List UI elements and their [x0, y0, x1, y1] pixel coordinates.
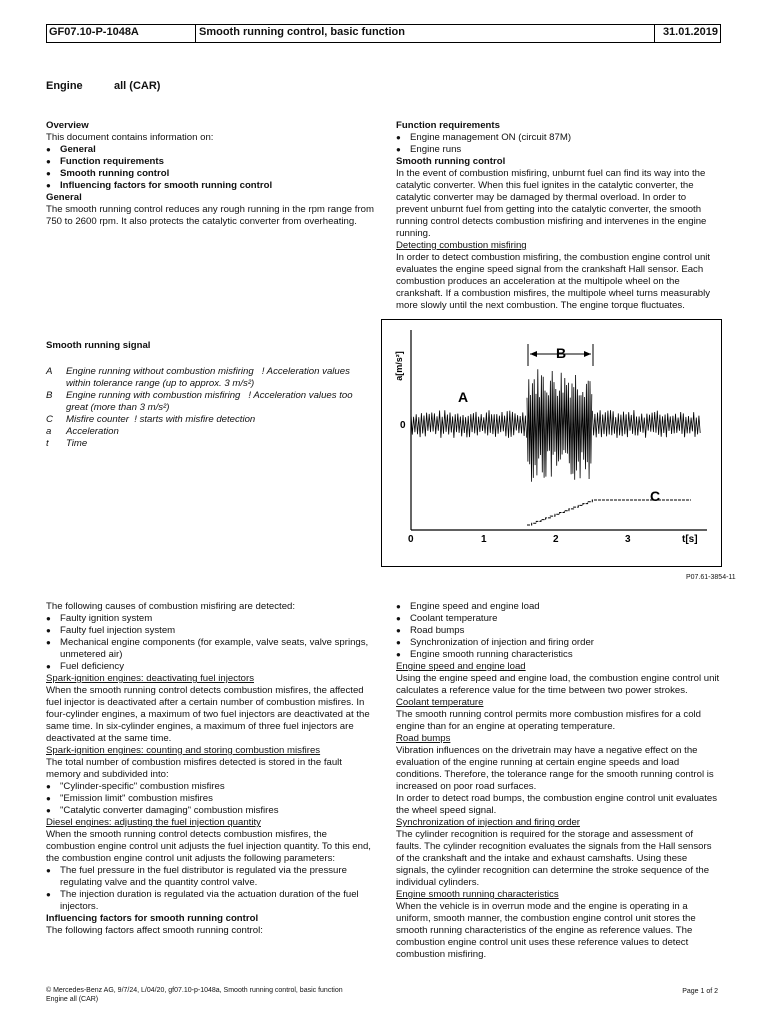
x-tick-label: 1	[481, 534, 487, 545]
signal-series-a-tail	[592, 410, 700, 438]
diesel-list	[46, 865, 376, 913]
legend-row	[46, 366, 376, 390]
legend-text: Engine running without combustion misfiring ! Acceleration values within tolerance range (up to approx. 3 m/s²)	[66, 366, 350, 389]
legend-text: Misfire counter ! starts with misfire detection	[66, 414, 256, 425]
document-header	[46, 24, 721, 43]
legend-key: A	[46, 366, 53, 377]
page-footer	[46, 986, 343, 1004]
signal-chart	[382, 320, 721, 566]
coolant-text: The smooth running control permits more combustion misfires for a cold engine than for an engine at operating temperature.	[396, 709, 701, 732]
list-item: ● Mechanical engine components (for example, valve seats, valve springs, unmetered air)	[46, 637, 376, 661]
sync-text: The cylinder recognition is required for the storage and assessment of faults. The cylinder recognition evaluates the signals from the Hall sensors of the crankshaft and the intake and exhaust camshafts. Using these signals, the cylinder recognition can determine the stroke sequence of the individual cylinders.	[396, 829, 712, 888]
x-tick-label: 0	[408, 534, 414, 545]
diesel-text: When the smooth running control detects combustion misfires, the combustion engine control unit adjusts the fuel injection quantity. To this end, the combustion engine control unit adjusts the following parameters:	[46, 829, 371, 864]
list-item: ● "Cylinder-specific" combustion misfires	[46, 781, 376, 793]
list-item: ● Faulty fuel injection system	[46, 625, 376, 637]
causes-list	[46, 613, 376, 673]
causes-intro: The following causes of combustion misfiring are detected:	[46, 601, 296, 612]
legend-row	[46, 390, 376, 414]
y-zero-label: 0	[400, 420, 406, 431]
factors-list	[396, 601, 720, 661]
legend-row	[46, 414, 376, 426]
signal-figure	[381, 319, 722, 567]
src-heading: Smooth running control	[396, 156, 506, 167]
si-deact-heading: Spark-ignition engines: deactivating fuel injectors	[46, 673, 254, 684]
characteristics-text: When the vehicle is in overrun mode and the engine is operating in a uniform, smooth manner, the combustion engine control unit stores the smooth running characteristics of the engine as reference values. The combustion engine control unit uses these reference values to detect combustion misfiring.	[396, 901, 696, 960]
general-text: The smooth running control reduces any rough running in the rpm range from 750 to 2600 rpm. It also protects the catalytic converter from overheating.	[46, 204, 374, 227]
list-item: ● The fuel pressure in the fuel distributor is regulated via the pressure regulating valve and the quantity control valve.	[46, 865, 376, 889]
coolant-heading: Coolant temperature	[396, 697, 484, 708]
legend-key: a	[46, 426, 52, 437]
legend-key: C	[46, 414, 53, 425]
road-text-2: In order to detect road bumps, the combustion engine control unit evaluates the wheel speed signal.	[396, 793, 718, 816]
detect-heading: Detecting combustion misfiring	[396, 240, 527, 251]
list-item: ● General	[46, 144, 376, 156]
legend-row	[46, 426, 376, 438]
causes-section	[46, 601, 376, 937]
list-item: ● Coolant temperature	[396, 613, 720, 625]
list-item: ● Synchronization of injection and firing order	[396, 637, 720, 649]
figure-legend	[46, 366, 376, 450]
si-count-text: The total number of combustion misfires detected is stored in the fault memory and subdivided into:	[46, 757, 342, 780]
road-text: Vibration influences on the drivetrain may have a negative effect on the evaluation of the engine running at certain engine speeds and load conditions. Therefore, the tolerance range for the smooth running control is increased on poor road surfaces.	[396, 745, 714, 792]
signal-series-a	[411, 410, 527, 438]
list-item: ● Function requirements	[46, 156, 376, 168]
function-section	[396, 120, 720, 312]
engine-value: all (CAR)	[114, 80, 161, 92]
detect-text: In order to detect combustion misfiring, the combustion engine control unit evaluates the engine speed signal from the crankshaft Hall sensor. Each combustion produces an acceleration at the multipole wheel on the crankshaft. If a combustion misfires, the multipole wheel turns measurably more slowly until the next combustion. The engine torque fluctuates.	[396, 252, 711, 311]
overview-intro: This document contains information on:	[46, 132, 214, 143]
overview-heading: Overview	[46, 120, 89, 131]
legend-row	[46, 438, 376, 450]
legend-text: Engine running with combustion misfiring ! Acceleration values too great (more than 3 m/s²)	[66, 390, 353, 413]
influencing-text: The following factors affect smooth running control:	[46, 925, 263, 936]
list-item: ● Smooth running control	[46, 168, 376, 180]
funcreq-heading: Function requirements	[396, 120, 500, 131]
b-arrow-left	[530, 351, 537, 357]
diesel-heading: Diesel engines: adjusting the fuel injection quantity	[46, 817, 261, 828]
legend-key: B	[46, 390, 53, 401]
x-tick-label: 3	[625, 534, 631, 545]
figure-id: P07.61-3854-11	[686, 574, 736, 581]
list-item: ● "Catalytic converter damaging" combustion misfires	[46, 805, 376, 817]
legend-text: Acceleration	[66, 426, 119, 437]
page-number: Page 1 of 2	[682, 988, 718, 995]
overview-section	[46, 120, 376, 228]
funcreq-list	[396, 132, 720, 156]
footer-copyright: © Mercedes-Benz AG, 9/7/24, L/04/20, gf07.10-p-1048a, Smooth running control, basic function	[46, 987, 343, 994]
sync-heading: Synchronization of injection and firing order	[396, 817, 580, 828]
list-item: ● Road bumps	[396, 625, 720, 637]
engine-label: Engine	[46, 80, 83, 92]
list-item: ● "Emission limit" combustion misfires	[46, 793, 376, 805]
x-axis-label: t[s]	[682, 534, 698, 545]
overview-list	[46, 144, 376, 192]
label-a: A	[458, 389, 469, 405]
label-b: B	[556, 345, 567, 361]
label-c: C	[650, 488, 661, 504]
list-item: ● Fuel deficiency	[46, 661, 376, 673]
list-item: ● Influencing factors for smooth running control	[46, 180, 376, 192]
list-item: ● Engine speed and engine load	[396, 601, 720, 613]
doc-title: Smooth running control, basic function	[196, 25, 655, 42]
list-item: ● The injection duration is regulated via the actuation duration of the fuel injectors.	[46, 889, 376, 913]
factors-section	[396, 601, 720, 961]
misfire-counter-line	[527, 500, 691, 525]
signal-series-b	[527, 369, 592, 481]
legend-key: t	[46, 438, 49, 449]
footer-engine: Engine all (CAR)	[46, 996, 99, 1003]
list-item: ● Engine smooth running characteristics	[396, 649, 720, 661]
characteristics-heading: Engine smooth running characteristics	[396, 889, 559, 900]
list-item: ● Engine management ON (circuit 87M)	[396, 132, 720, 144]
si-count-list	[46, 781, 376, 817]
doc-date: 31.01.2019	[662, 26, 718, 38]
b-arrow-right	[584, 351, 591, 357]
x-tick-label: 2	[553, 534, 559, 545]
y-axis-label: a[m/s²]	[394, 351, 404, 381]
list-item: ● Faulty ignition system	[46, 613, 376, 625]
road-heading: Road bumps	[396, 733, 451, 744]
influencing-heading: Influencing factors for smooth running control	[46, 913, 259, 924]
legend-text: Time	[66, 438, 88, 449]
signal-heading: Smooth running signal	[46, 340, 151, 351]
src-text: In the event of combustion misfiring, unburnt fuel can find its way into the catalytic converter. When this fuel ignites in the catalytic converter, the catalytic converter may be damaged by thermal overload. In order to prevent unburnt fuel from getting into the catalytic converter, the smooth running control detects combustion misfiring and intervenes in the engine running.	[396, 168, 707, 239]
esl-heading: Engine speed and engine load	[396, 661, 526, 672]
general-heading: General	[46, 192, 82, 203]
doc-id: GF07.10-P-1048A	[47, 25, 196, 42]
list-item: ● Engine runs	[396, 144, 720, 156]
esl-text: Using the engine speed and engine load, the combustion engine control unit calculates a reference value for the time between two power strokes.	[396, 673, 720, 696]
si-count-heading: Spark-ignition engines: counting and storing combustion misfires	[46, 745, 321, 756]
si-deact-text: When the smooth running control detects combustion misfires, the affected fuel injector is deactivated after a certain number of combustion misfires. In four-cylinder engines, a maximum of two fuel injectors are deactivated at the same time. In six-cylinder engines, a maximum of three fuel injectors are deactivated at the same time.	[46, 685, 370, 744]
